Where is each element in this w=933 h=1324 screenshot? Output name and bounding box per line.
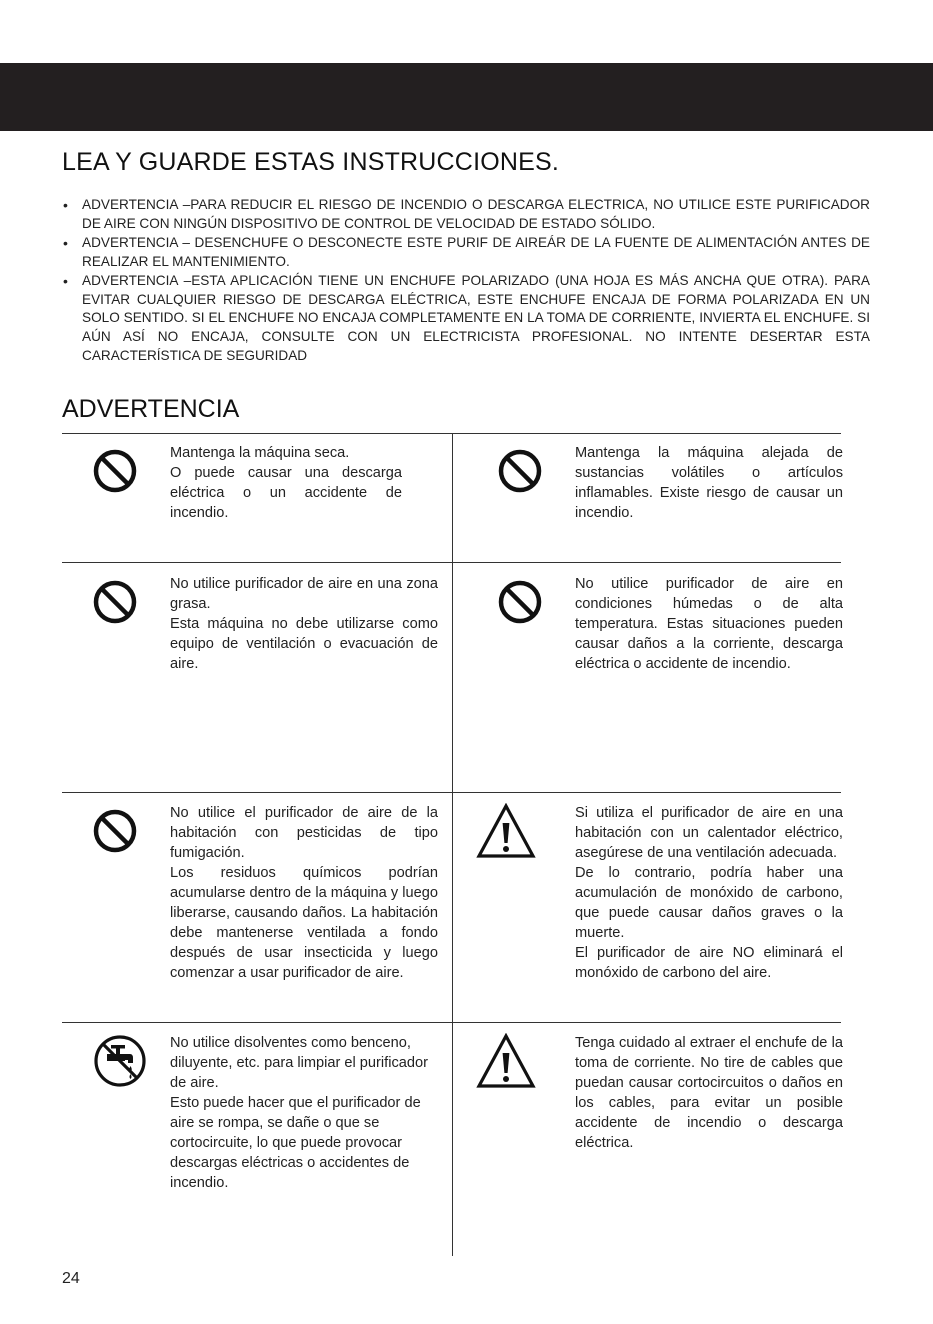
header-band	[0, 63, 933, 131]
caution-triangle-icon	[475, 1033, 537, 1089]
prohibition-icon	[497, 574, 543, 630]
prohibition-icon	[497, 443, 543, 499]
warning-text: No utilice disolventes como benceno, diluyente, etc. para limpiar el purificador de aire. Esto puede hacer que el purificador de aire se rompa, se dañe o que se cortocircuite, lo que puede provocar descargas eléctricas o accidentes de incendio.	[170, 1035, 428, 1191]
section-title: ADVERTENCIA	[62, 395, 240, 423]
warning-text: Tenga cuidado al extraer el enchufe de la toma de corriente. No tire de cables que puedan causar cortocircuitos o daños en los cables, para evitar un posible accidente de incendio o descarga eléctrica.	[575, 1035, 843, 1151]
column-divider	[452, 433, 453, 1256]
warning-list	[62, 196, 870, 366]
warning-text: No utilice purificador de aire en condiciones húmedas o de alta temperatura. Estas situaciones pueden causar daños a la corriente, descarga eléctrica o accidente de incendio.	[575, 576, 843, 672]
prohibition-icon	[92, 443, 138, 499]
warning-item: • ADVERTENCIA – DESENCHUFE O DESCONECTE ESTE PURIF DE AIREÁR DE LA FUENTE DE ALIMENTACIÓN ANTES DE REALIZAR EL MANTENIMIENTO.	[62, 234, 870, 272]
prohibition-icon	[92, 803, 138, 859]
prohibition-icon	[92, 574, 138, 630]
caution-triangle-icon	[475, 803, 537, 859]
no-faucet-water-icon	[92, 1033, 148, 1089]
warning-text: Mantenga la máquina alejada de sustancias volátiles o artículos inflamables. Existe riesgo de causar un incendio.	[575, 445, 843, 521]
warning-item: • ADVERTENCIA –ESTA APLICACIÓN TIENE UN ENCHUFE POLARIZADO (UNA HOJA ES MÁS ANCHA QUE OTRA). PARA EVITAR CUALQUIER RIESGO DE DESCARGA ELÉCTRICA, ESTE ENCHUFE ENCAJA DE FORMA POLARIZADA EN UN SOLO SENTIDO. SI EL ENCHUFE NO ENCAJA COMPLETAMENTE EN LA TOMA DE CORRIENTE, INVIERTA EL ENCHUFE. SI AÚN ASÍ NO ENCAJA, CONSULTE CON UN ELECTRICISTA PROFESIONAL. NO INTENTE DESERTAR ESTA CARACTERÍSTICA DE SEGURIDAD	[62, 272, 870, 367]
page-title: LEA Y GUARDE ESTAS INSTRUCCIONES.	[62, 148, 560, 176]
warning-item: • ADVERTENCIA –PARA REDUCIR EL RIESGO DE INCENDIO O DESCARGA ELECTRICA, NO UTILICE ESTE PURIFICADOR DE AIRE CON NINGÚN DISPOSITIVO DE CONTROL DE VELOCIDAD DE ESTADO SÓLIDO.	[62, 196, 870, 234]
page-number: 24	[62, 1270, 80, 1287]
warning-text: No utilice purificador de aire en una zona grasa. Esta máquina no debe utilizarse como equipo de ventilación o evacuación de aire.	[170, 576, 438, 672]
warning-text: Mantenga la máquina seca. O puede causar una descarga eléctrica o un accidente de incendio.	[170, 445, 402, 521]
warning-text: No utilice el purificador de aire de la habitación con pesticidas de tipo fumigación. Los residuos químicos podrían acumularse dentro de la máquina y luego liberarse, causando daños. La habitación debe mantenerse ventilada a fondo después de usar insecticida y luego comenzar a usar purificador de aire.	[170, 805, 438, 981]
warning-text: Si utiliza el purificador de aire en una habitación con un calentador eléctrico, asegúrese de una ventilación adecuada. De lo contrario, podría haber una acumulación de monóxido de carbono, que puede causar daños graves o la muerte. El purificador de aire NO eliminará el monóxido de carbono del aire.	[575, 805, 843, 981]
